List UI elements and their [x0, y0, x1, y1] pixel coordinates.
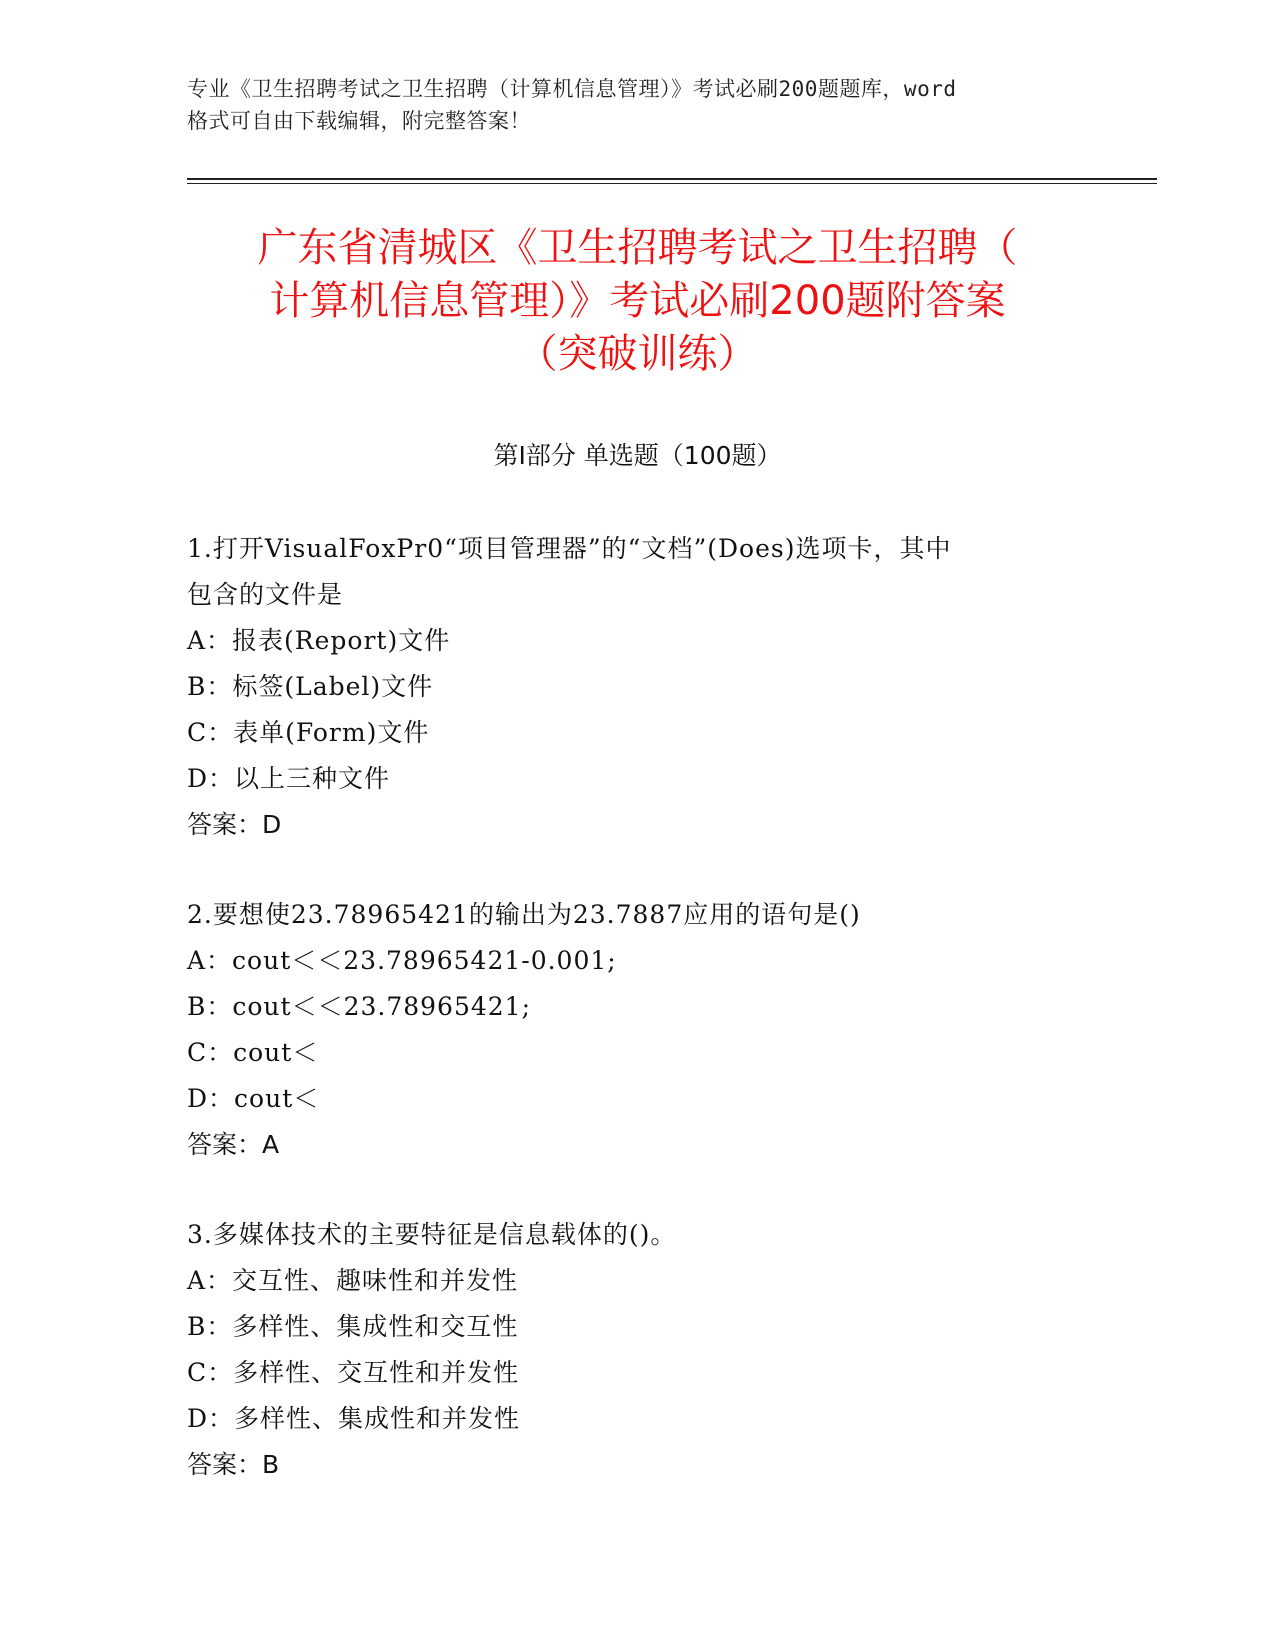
header-divider-thick	[187, 178, 1157, 180]
option-d: D：多样性、集成性和并发性	[187, 1404, 521, 1433]
header-note	[187, 73, 1087, 137]
option-d: D：cout＜	[187, 1084, 320, 1113]
answer-key: 答案：A	[187, 1130, 280, 1159]
document-title-line-2: 计算机信息管理）》考试必刷200题附答案	[269, 278, 1006, 324]
option-a: A：cout＜＜23.78965421-0.001;	[187, 946, 617, 975]
question-1	[187, 526, 1087, 848]
question-3	[187, 1212, 1087, 1488]
option-d: D：以上三种文件	[187, 764, 391, 793]
document-title	[150, 222, 1125, 381]
answer-key: 答案：D	[187, 810, 282, 839]
option-b: B：cout＜＜23.78965421;	[187, 992, 531, 1021]
document-title-line-3: （突破训练）	[517, 331, 758, 377]
option-c: C：cout＜	[187, 1038, 319, 1067]
question-2	[187, 892, 1087, 1168]
question-stem: 1.打开VisualFoxPr0“项目管理器”的“文档”(Does)选项卡，其中	[187, 534, 952, 563]
option-a: A：报表(Report)文件	[187, 626, 451, 655]
question-stem-continued: 包含的文件是	[187, 580, 344, 609]
question-list	[187, 526, 1087, 1532]
header-note-line-1: 专业《卫生招聘考试之卫生招聘（计算机信息管理）》考试必刷200题题库，word	[187, 77, 957, 101]
option-a: A：交互性、趣味性和并发性	[187, 1266, 519, 1295]
header-divider-thin	[187, 183, 1157, 184]
section-heading: 第Ⅰ部分 单选题（100题）	[493, 441, 782, 470]
option-b: B：标签(Label)文件	[187, 672, 434, 701]
option-c: C：多样性、交互性和并发性	[187, 1358, 520, 1387]
document-title-line-1: 广东省清城区《卫生招聘考试之卫生招聘（	[257, 225, 1018, 271]
question-stem: 2.要想使23.78965421的输出为23.7887应用的语句是()	[187, 900, 861, 929]
question-stem: 3.多媒体技术的主要特征是信息载体的()。	[187, 1220, 677, 1249]
header-note-line-2: 格式可自由下载编辑，附完整答案！	[187, 109, 531, 133]
option-c: C：表单(Form)文件	[187, 718, 430, 747]
option-b: B：多样性、集成性和交互性	[187, 1312, 519, 1341]
answer-key: 答案：B	[187, 1450, 280, 1479]
